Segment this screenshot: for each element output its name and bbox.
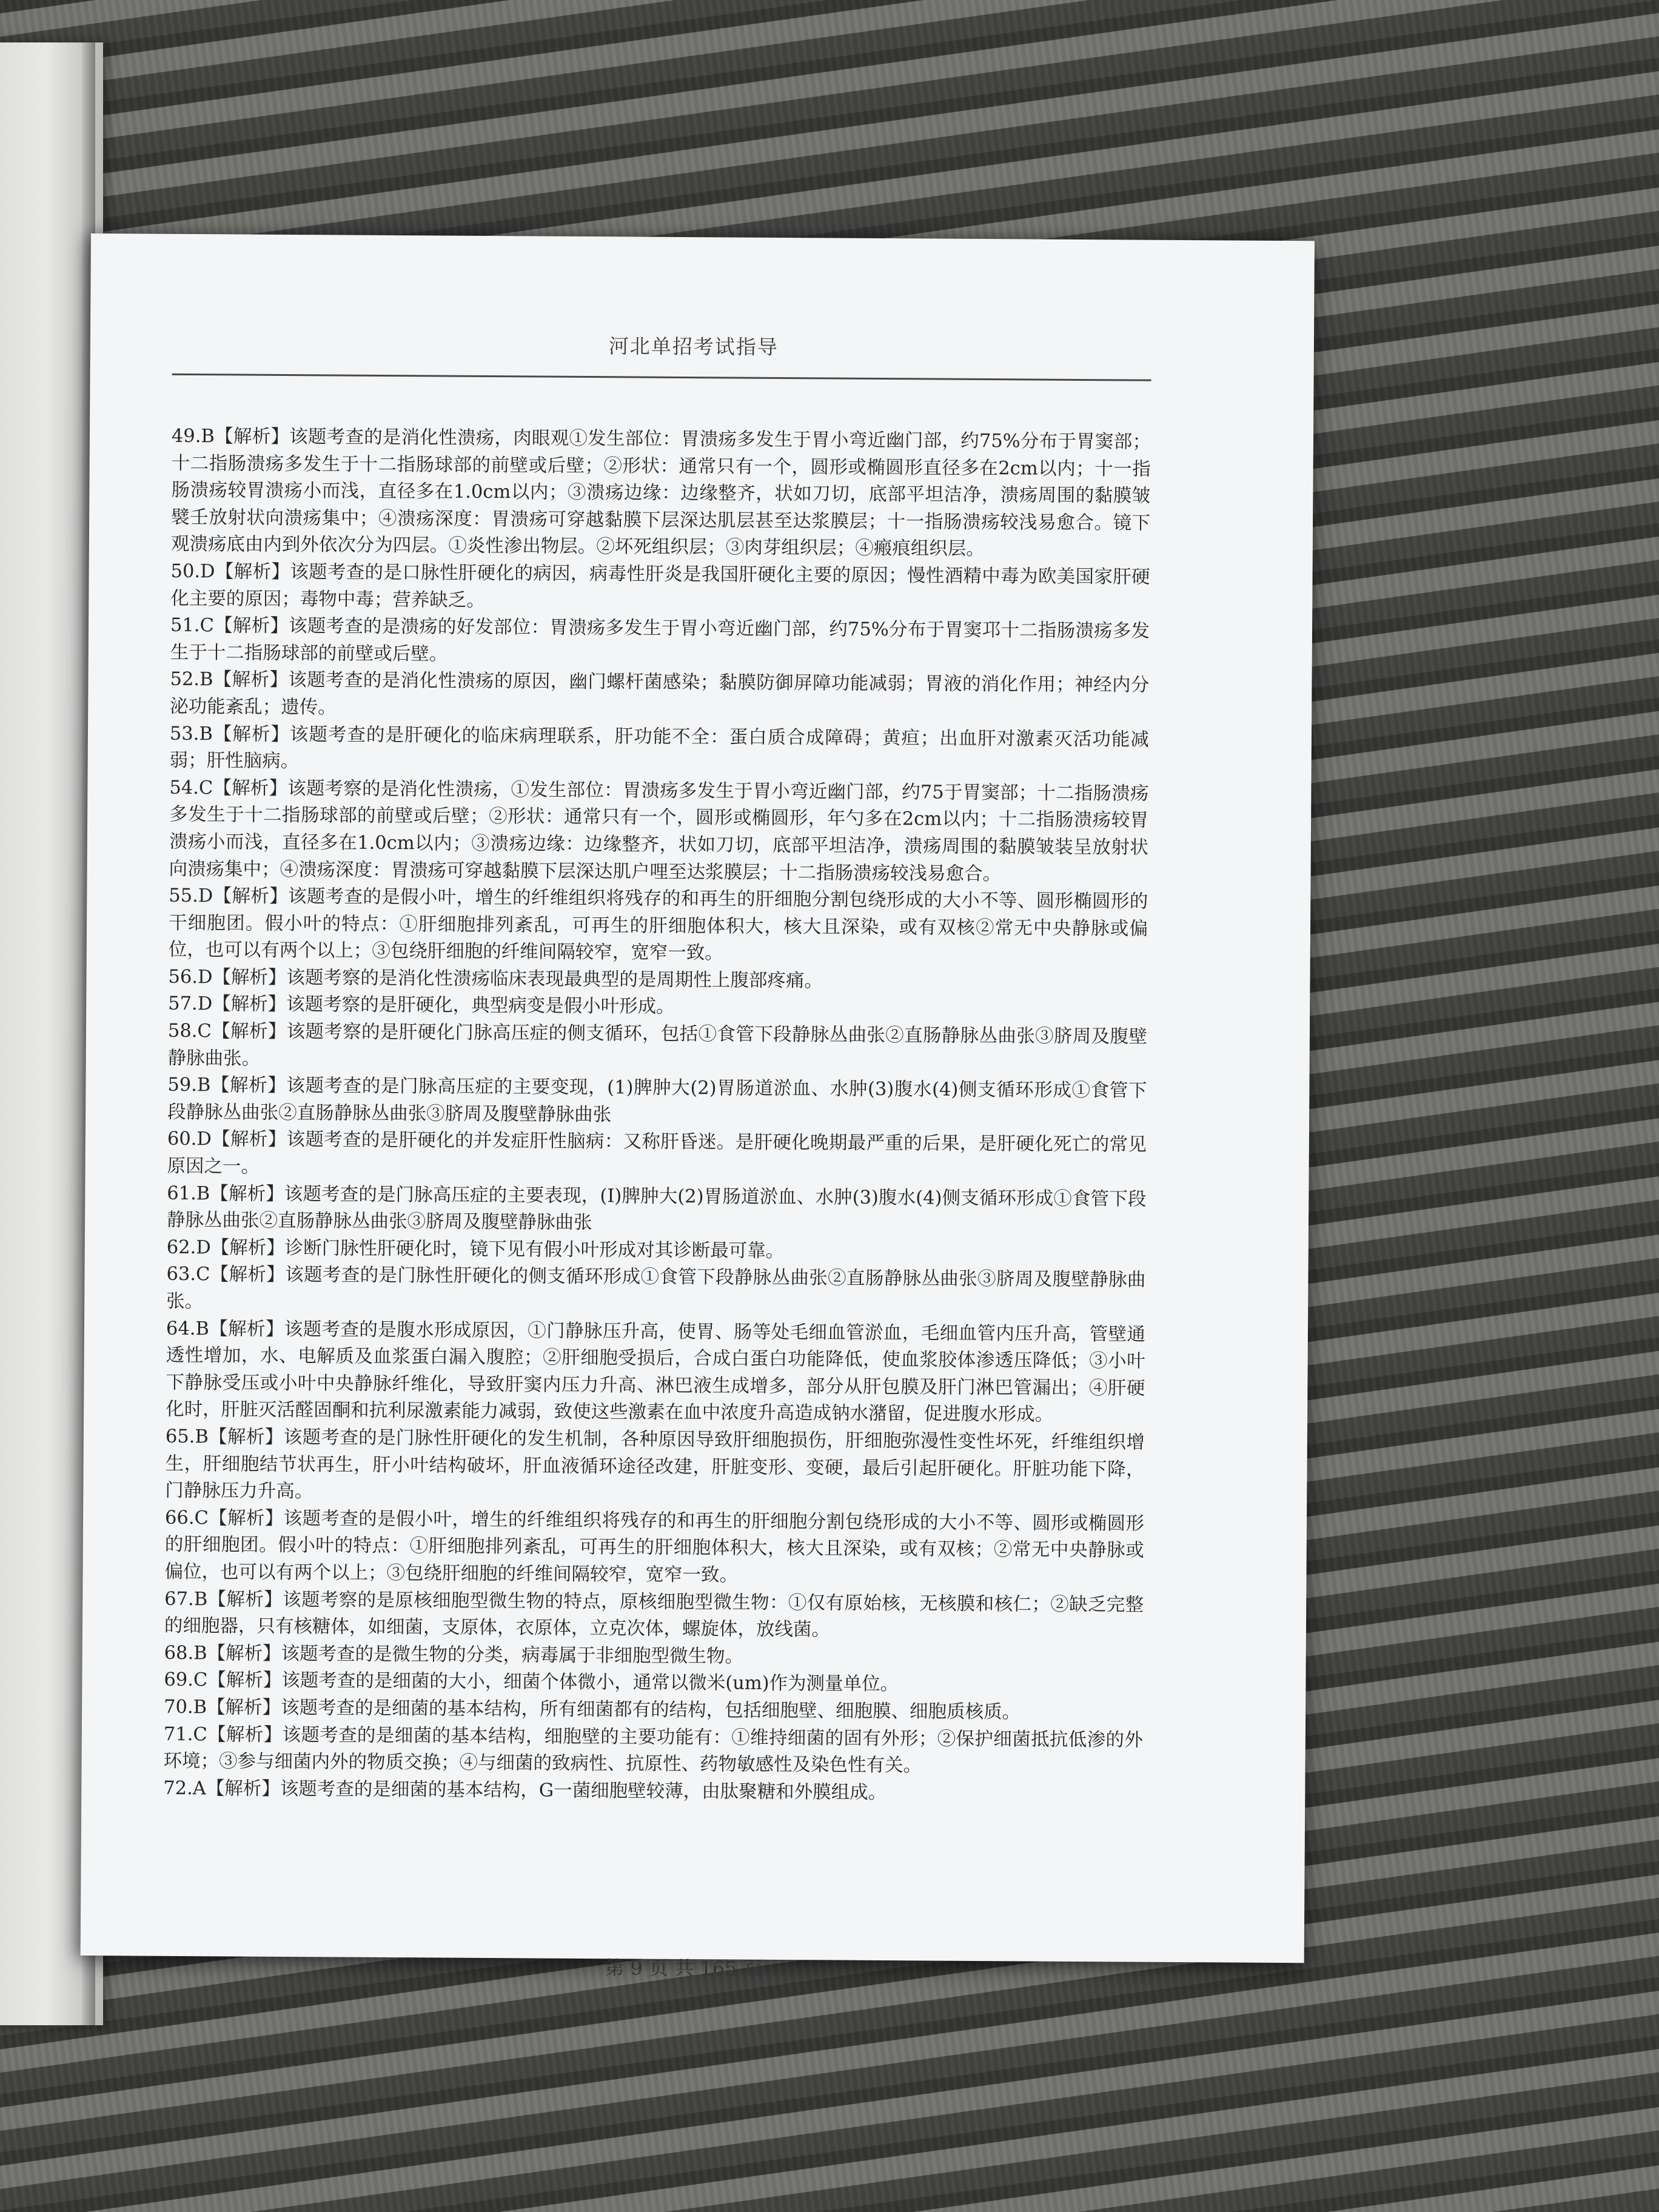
answer-entry-71: 71.C【解析】该题考查的是细菌的基本结构，细胞壁的主要功能有：①维持细菌的固有外形；②保护细菌抵抗低渗的外环境；③参与细菌内外的物质交换；④与细菌的致病性、抗原性、药物敏感性及染色性有关。 (163, 1723, 1143, 1777)
page-header: 河北单招考试指导 (608, 334, 779, 359)
header-rule (172, 374, 1151, 381)
answer-entry-49: 49.B【解析】该题考查的是消化性溃疡，肉眼观①发生部位：胃溃疡多发生于胃小弯近幽门部，约75%分布于胃窦部；十二指肠溃疡多发生于十二指肠球部的前壁或后壁；②形状：通常只有一个，圆形或椭圆形直径多在2cm以内；十一指肠溃疡较胃溃疡小而浅，直径多在1.0cm以内；③溃疡边缘：边缘整齐，状如刀切，底部平坦洁净，溃疡周围的黏膜皱襞壬放射状向溃疡集中；④溃疡深度：胃溃疡可穿越黏膜下层深达肌层甚至达浆膜层；十一指肠溃疡较浅易愈合。镜下观溃疡底由内到外依次分为四层。①炎性渗出物层。②坏死组织层；③肉芽组织层；④瘢痕组织层。 (170, 425, 1151, 560)
answer-entry-70: 70.B【解析】该题考查的是细菌的基本结构，所有细菌都有的结构，包括细胞壁、细胞膜、细胞质核质。 (164, 1696, 1021, 1723)
answer-entry-62: 62.D【解析】诊断门脉性肝硬化时，镜下见有假小叶形成对其诊断最可靠。 (166, 1236, 785, 1262)
answer-entry-63: 63.C【解析】该题考查的是门脉性肝硬化的侧支循环形成①食管下段静脉丛曲张②直肠静脉丛曲张③脐周及腹壁静脉曲张。 (166, 1264, 1146, 1313)
answer-entry-53: 53.B【解析】该题考查的是肝硬化的临床病理联系，肝功能不全：蛋白质合成障碍；黄疸；出血肝对激素灭活功能减弱；肝性脑病。 (169, 723, 1150, 773)
answer-entry-72: 72.A【解析】该题考查的是细菌的基本结构，G一菌细胞壁较薄，由肽聚糖和外膜组成。 (163, 1777, 887, 1803)
answer-entry-50: 50.D【解析】该题考查的是口脉性肝硬化的病因，病毒性肝炎是我国肝硬化主要的原因；慢性酒精中毒为欧美国家肝硬化主要的原因；毒物中毒；营养缺乏。 (170, 560, 1150, 611)
answer-entry-59: 59.B【解析】该题考查的是门脉高压症的主要变现，(1)脾肿大(2)胃肠道淤血、水肿(3)腹水(4)侧支循环形成①食管下段静脉丛曲张②直肠静脉丛曲张③脐周及腹壁静脉曲张 (167, 1074, 1147, 1126)
page-number: 第 9 页 共 165 页 (605, 1956, 763, 1980)
answer-entry-61: 61.B【解析】该题考查的是门脉高压症的主要表现，(I)脾肿大(2)胃肠道淤血、水肿(3)腹水(4)侧支循环形成①食管下段静脉丛曲张②直肠静脉丛曲张③脐周及腹壁静脉曲张 (166, 1182, 1147, 1234)
answer-entry-67: 67.B【解析】该题考察的是原核细胞型微生物的特点，原核细胞型微生物：①仅有原始核，无核膜和核仁；②缺乏完整的细胞器，只有核糖体，如细菌，支原体，衣原体，立克次体，螺旋体，放线菌。 (164, 1588, 1144, 1641)
answer-entry-55: 55.D【解析】该题考查的是假小叶，增生的纤维组织将残存的和再生的肝细胞分割包绕形成的大小不等、圆形椭圆形的干细胞团。假小叶的特点：①肝细胞排列紊乱，可再生的肝细胞体积大，核大且深染，或有双核②常无中央静脉或偏位，也可以有两个以上；③包绕肝细胞的纤维间隔较窄，宽窄一致。 (168, 885, 1148, 964)
answer-entry-65: 65.B【解析】该题考查的是门脉性肝硬化的发生机制，各种原因导致肝细胞损伤，肝细胞弥漫性变性坏死，纤维组织增生，肝细胞结节状再生，肝小叶结构破坏，肝血液循环途径改建，肝脏变形、变硬，最后引起肝硬化。肝脏功能下降，门静脉压力升高。 (165, 1426, 1145, 1503)
answer-entry-51: 51.C【解析】该题考查的是溃疡的好发部位：胃溃疡多发生于胃小弯近幽门部，约75%分布于胃窦邛十二指肠溃疡多发生于十二指肠球部的前壁或后壁。 (170, 614, 1150, 665)
answer-list (163, 423, 1151, 1808)
answer-entry-64: 64.B【解析】该题考查的是腹水形成原因，①门静脉压升高，使胃、肠等处毛细血管淤血，毛细血管内压升高，管壁通透性增加，水、电解质及血浆蛋白漏入腹腔；②肝细胞受损后，合成白蛋白功能降低，使血浆胶体渗透压降低；③小叶下静脉受压或小叶中央静脉纤维化，导致肝窦内压力升高、淋巴液生成增多，部分从肝包膜及肝门淋巴管漏出；④肝硬化时，肝脏灭活醛固酮和抗利尿激素能力减弱，致使这些激素在血中浓度升高造成钠水潴留，促进腹水形成。 (166, 1318, 1146, 1426)
answer-entry-52: 52.B【解析】该题考查的是消化性溃疡的原因，幽门螺杆菌感染；黏膜防御屏障功能减弱；胃液的消化作用；神经内分泌功能紊乱；遗传。 (170, 669, 1150, 719)
answer-entry-69: 69.C【解析】该题考查的是细菌的大小，细菌个体微小，通常以微米(um)作为测量单位。 (164, 1669, 899, 1695)
answer-entry-60: 60.D【解析】该题考查的是肝硬化的并发症肝性脑病：又称肝昏迷。是肝硬化晚期最严重的后果，是肝硬化死亡的常见原因之一。 (167, 1128, 1147, 1178)
answer-entry-68: 68.B【解析】该题考查的是微生物的分类，病毒属于非细胞型微生物。 (164, 1642, 744, 1667)
answer-entry-56: 56.D【解析】该题考察的是消化性溃疡临床表现最典型的是周期性上腹部疼痛。 (168, 966, 823, 992)
document-page (81, 233, 1315, 1980)
answer-entry-54: 54.C【解析】该题考察的是消化性溃疡，①发生部位：胃溃疡多发生于胃小弯近幽门部，约75于胃窦部；十二指肠溃疡多发生于十二指肠球部的前壁或后壁；②形状：通常只有一个，圆形或椭圆形，年勺多在2cm以内；十二指肠溃疡较胃溃疡小而浅，直径多在1.0cm以内；③溃疡边缘：边缘整齐，状如刀切，底部平坦洁净，溃疡周围的黏膜皱装呈放射状向溃疡集中；④溃疡深度：胃溃疡可穿越黏膜下层深达肌户哩至达浆膜层；十二指肠溃疡较浅易愈合。 (169, 777, 1149, 885)
answer-entry-58: 58.C【解析】该题考察的是肝硬化门脉高压症的侧支循环，包括①食管下段静脉丛曲张②直肠静脉丛曲张③脐周及腹壁静脉曲张。 (167, 1020, 1148, 1070)
answer-entry-66: 66.C【解析】该题考查的是假小叶，增生的纤维组织将残存的和再生的肝细胞分割包绕形成的大小不等、圆形或椭圆形的肝细胞团。假小叶的特点：①肝细胞排列紊乱，可再生的肝细胞体积大，核大且深染，或有双核；②常无中央静脉或偏位，也可以有两个以上；③包绕肝细胞的纤维间隔较窄，宽窄一致。 (164, 1507, 1145, 1586)
answer-entry-57: 57.D【解析】该题考察的是肝硬化，典型病变是假小叶形成。 (168, 993, 675, 1018)
